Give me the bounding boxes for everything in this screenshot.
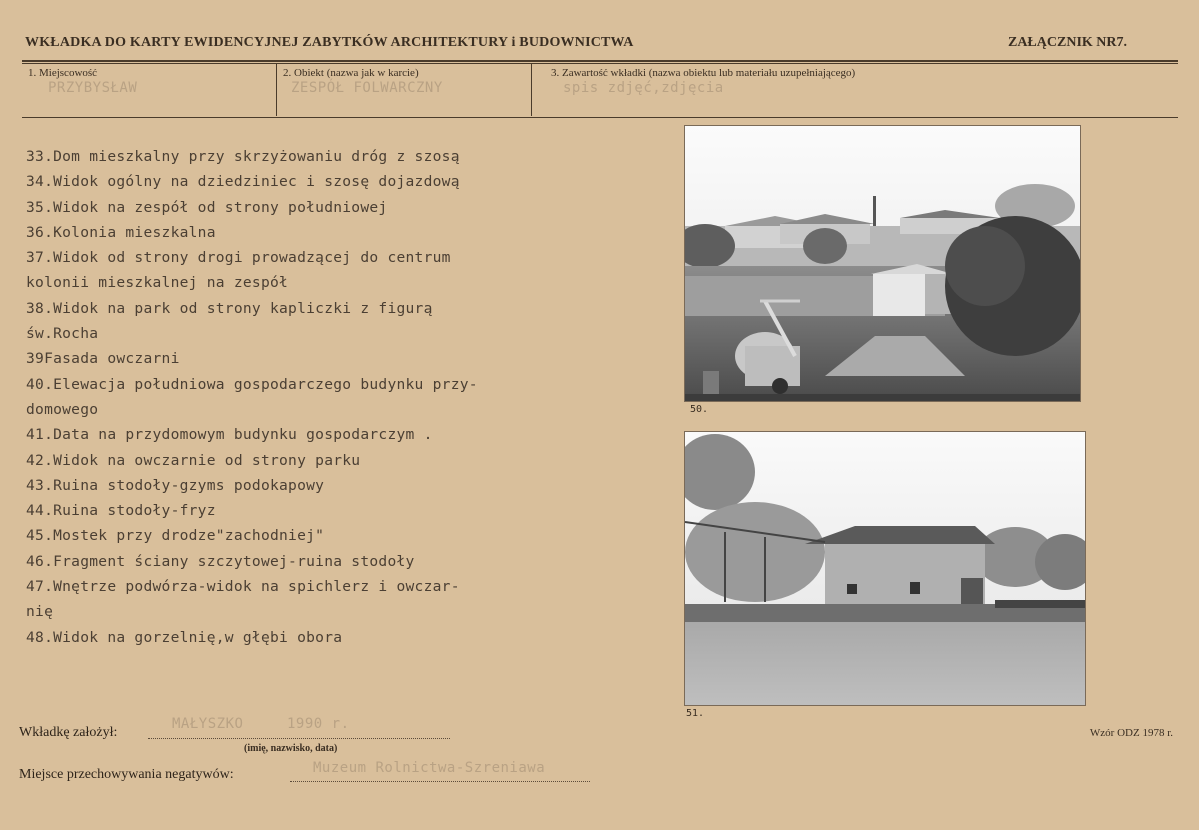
- list-item: 43.Ruina stodoły-gzyms podokapowy: [26, 476, 325, 494]
- list-item: św.Rocha: [26, 325, 99, 343]
- locality-field: [28, 64, 273, 116]
- header-rule-top: [22, 60, 1178, 62]
- photo-number: 51.: [686, 708, 705, 719]
- contents-field: [551, 64, 1171, 116]
- object-value: ZESPÓŁ FOLWARCZNY: [291, 80, 443, 96]
- locality-label: 1. Miejscowość: [28, 67, 98, 79]
- founder-year: 1990 r.: [287, 716, 350, 732]
- photo-list: [26, 144, 646, 650]
- list-item: 42.Widok na owczarnie od strony parku: [26, 451, 361, 469]
- contents-label: 3. Zawartość wkładki (nazwa obiektu lub materiału uzupełniającego): [551, 67, 856, 79]
- annex-number: ZAŁĄCZNIK NR7.: [1007, 35, 1127, 50]
- list-item: domowego: [26, 400, 99, 418]
- list-item: 37.Widok od strony drogi prowadzącej do centrum: [26, 249, 451, 267]
- founder-sub: (imię, nazwisko, data): [244, 743, 338, 754]
- card-title: WKŁADKA DO KARTY EWIDENCYJNEJ ZABYTKÓW ARCHITEKTURY i BUDOWNICTWA: [25, 35, 634, 50]
- list-item: kolonii mieszkalnej na zespół: [26, 274, 289, 292]
- list-item: 33.Dom mieszkalny przy skrzyżowaniu dróg z szosą: [26, 148, 460, 165]
- list-item: 41.Data na przydomowym budynku gospodarczym .: [26, 426, 433, 444]
- list-item: 45.Mostek przy drodze"zachodniej": [26, 527, 325, 545]
- photo-construction-site: [684, 125, 1081, 402]
- list-item: 40.Elewacja południowa gospodarczego budynku przy-: [26, 375, 478, 393]
- field-separator: [531, 64, 532, 116]
- negatives-value: Muzeum Rolnictwa-Szreniawa: [313, 760, 546, 776]
- negatives-line: [290, 781, 590, 782]
- object-label: 2. Obiekt (nazwa jak w karcie): [283, 67, 419, 79]
- negatives-label: Miejsce przechowywania negatywów:: [19, 767, 234, 782]
- field-separator: [276, 64, 277, 116]
- list-item: 36.Kolonia mieszkalna: [26, 223, 216, 241]
- founder-name: MAŁYSZKO: [172, 716, 244, 732]
- list-item: nię: [26, 603, 54, 621]
- list-item: 44.Ruina stodoły-fryz: [26, 502, 216, 520]
- list-item: 35.Widok na zespół od strony południowej: [26, 198, 388, 216]
- list-item: 39Fasada owczarni: [26, 350, 180, 368]
- photo-farm-building: [684, 431, 1086, 706]
- list-item: 48.Widok na gorzelnię,w głębi obora: [26, 628, 343, 646]
- founder-label: Wkładkę założył:: [19, 725, 118, 740]
- fields-rule-bottom: [22, 117, 1178, 118]
- contents-value: spis zdjęć,zdjęcia: [563, 80, 724, 96]
- locality-value: PRZYBYSŁAW: [48, 80, 138, 96]
- list-item: 38.Widok na park od strony kapliczki z figurą: [26, 299, 433, 317]
- object-field: [283, 64, 528, 116]
- list-item: 47.Wnętrze podwórza-widok na spichlerz i owczar-: [26, 578, 460, 596]
- list-item: 46.Fragment ściany szczytowej-ruina stodoły: [26, 552, 415, 570]
- founder-line: [148, 738, 450, 739]
- photo-number: 50.: [690, 404, 709, 415]
- list-item: 34.Widok ogólny na dziedziniec i szosę dojazdową: [26, 173, 460, 191]
- form-note: Wzór ODZ 1978 r.: [1089, 727, 1173, 739]
